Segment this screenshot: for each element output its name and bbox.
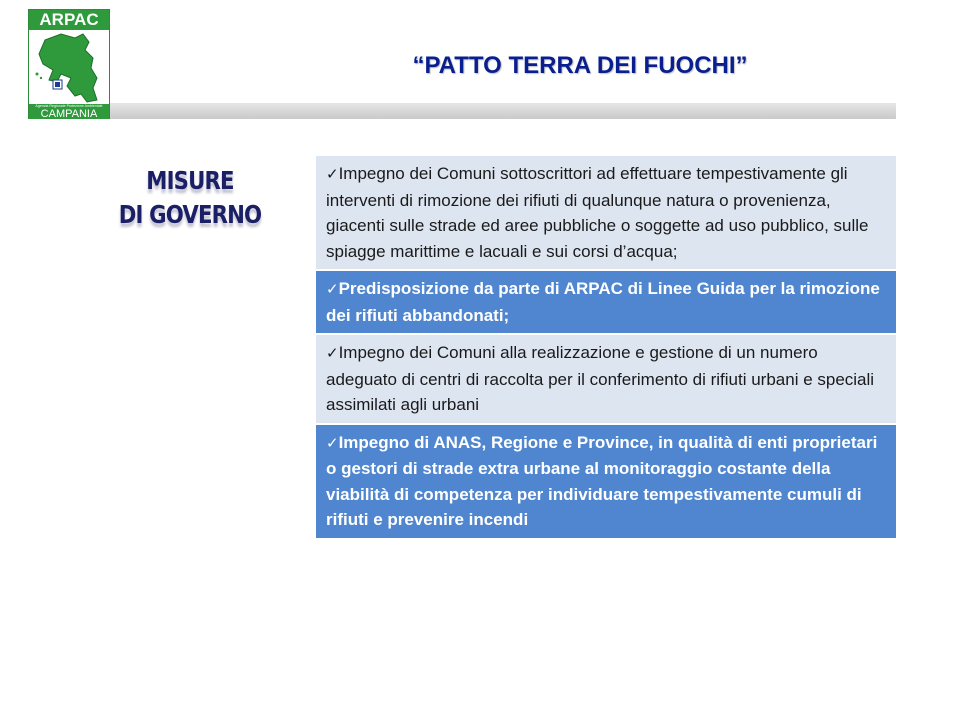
- side-heading-line2: DI GOVERNO: [118, 200, 262, 229]
- side-heading-line1: MISURE: [146, 166, 234, 195]
- measure-row: [316, 156, 896, 271]
- side-heading: [114, 164, 267, 232]
- measure-text: Impegno di ANAS, Regione e Province, in qualità di enti proprietari o gestori di strade extra urbane al monitoraggio costante della viabilità di competenza per individuare tempestivamente cumuli di rifiuti e prevenire incendi: [326, 432, 878, 529]
- checkmark-icon: ✓: [326, 344, 339, 362]
- checkmark-icon: ✓: [326, 165, 339, 183]
- logo-top-text: ARPAC: [29, 10, 109, 30]
- measure-text: Predisposizione da parte di ARPAC di Linee Guida per la rimozione dei rifiuti abbandonati;: [326, 279, 880, 325]
- page-title: “PATTO TERRA DEI FUOCHI”: [412, 52, 748, 79]
- logo-agency-text: Agenzia Regionale Protezione Ambientale: [29, 104, 109, 109]
- measure-row: [316, 271, 896, 335]
- arpac-logo: [28, 9, 110, 119]
- measure-text: Impegno dei Comuni sottoscrittori ad effettuare tempestivamente gli interventi di rimozione dei rifiuti di qualunque natura o provenienza, giacenti sulle strade ed aree pubbliche o soggette ad uso pubblico, sulle spiagge marittime e lacuali e sui corsi d’acqua;: [326, 164, 869, 261]
- measure-row: [316, 335, 896, 425]
- checkmark-icon: ✓: [326, 433, 339, 452]
- logo-bottom-text: CAMPANIA: [29, 109, 109, 119]
- header-divider-bar: [110, 103, 896, 119]
- measure-text: Impegno dei Comuni alla realizzazione e gestione di un numero adeguato di centri di raccolta per il conferimento di rifiuti urbani e speciali assimilati agli urbani: [326, 343, 875, 414]
- campania-map-icon: [31, 30, 107, 106]
- checkmark-icon: ✓: [326, 280, 339, 298]
- measures-list: [316, 156, 896, 540]
- measure-row: [316, 425, 896, 540]
